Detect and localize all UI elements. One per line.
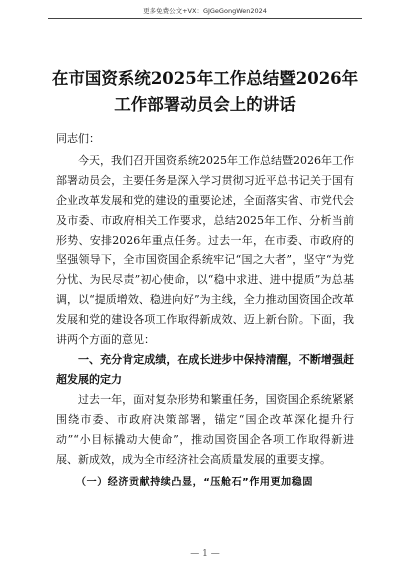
salutation: 同志们： bbox=[56, 132, 100, 145]
body-paragraph-1: 今天，我们召开国资系统2025年工作总结暨2026年工作部署动员会，主要任务是深入学习贯彻习近平总书记关于国有企业改革发展和党的建设的重要论述，全面落实省、市党代会及市委、市政府相关工作要求，总结2025年工作、分析当前形势、安排2026年重点任务。过去一年，在市委、市政府的坚强领导下，全市国资国企系统牢记“国之大者”，坚守“为党分忧、为民尽责”初心使命，以“稳中求进、进中提质”为总基调，以“提质增效、稳进向好”为主线，全力推动国资国企改革发展和党的建设各项工作取得新成效、迈上新台阶。下面，我讲两个方面的意见： bbox=[56, 153, 354, 347]
body-paragraph-2: 过去一年，面对复杂形势和繁重任务，国资国企系统紧紧围绕市委、市政府决策部署，锚定“国企改革深化提升行动”“小目标撬动大使命”，推动国资国企各项工作取得新进展、新成效，成为全市经济社会高质量发展的重要支撑。 bbox=[56, 392, 354, 466]
header-note: 更多免费公文+VX：GJGeGongWen2024 bbox=[143, 7, 267, 15]
document-title-line-1: 在市国资系统2025年工作总结暨2026年 bbox=[51, 69, 359, 88]
section-heading-1: 一、充分肯定成绩，在成长进步中保持清醒，不断增强赶超发展的定力 bbox=[56, 352, 354, 386]
document-title-line-2: 工作部署动员会上的讲话 bbox=[114, 95, 296, 114]
document-body bbox=[56, 129, 354, 493]
document-title bbox=[30, 66, 380, 118]
header-divider bbox=[48, 18, 362, 19]
page-number: — 1 — bbox=[190, 549, 220, 559]
subsection-heading-1: （一）经济贡献持续凸显，“压舱石”作用更加稳固 bbox=[76, 477, 313, 489]
